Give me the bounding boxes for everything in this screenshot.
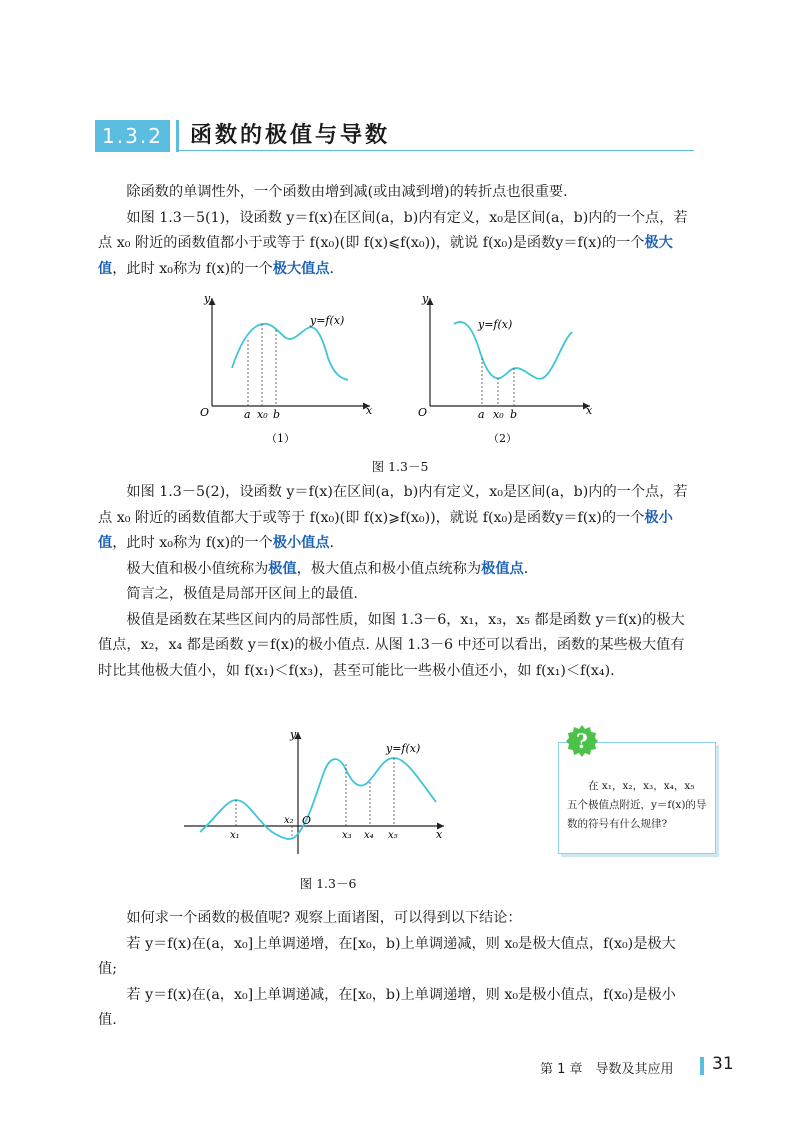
tick-b: b bbox=[510, 408, 518, 421]
function-label: y=f(x) bbox=[478, 318, 513, 331]
keyword-local-min: 极小值 bbox=[98, 509, 673, 551]
text-span: . bbox=[329, 260, 335, 277]
intro-text bbox=[98, 180, 694, 282]
conclusion-text bbox=[98, 906, 694, 1034]
text-span: ，极大值点和极小值点统称为 bbox=[296, 560, 482, 577]
subfigure-2-label: （2） bbox=[488, 432, 517, 445]
origin-label: O bbox=[418, 406, 428, 419]
footer-divider bbox=[700, 1057, 704, 1075]
text-span: . bbox=[329, 535, 335, 551]
x-label: x bbox=[586, 404, 593, 417]
function-label: y=f(x) bbox=[310, 314, 345, 327]
paragraph-1: 除函数的单调性外，一个函数由增到减(或由减到增)的转折点也很重要. bbox=[126, 184, 568, 200]
keyword-local-max-point: 极大值点 bbox=[272, 260, 330, 277]
keyword-local-max: 极大值 bbox=[98, 235, 673, 277]
x-label: x bbox=[366, 404, 373, 417]
tick-x0: x₀ bbox=[493, 408, 504, 421]
keyword-extremum-point: 极值点 bbox=[481, 560, 524, 577]
paragraph-4 bbox=[98, 557, 694, 583]
text-span: ，此时 x₀称为 f(x)的一个 bbox=[112, 260, 273, 277]
x-label: x bbox=[436, 828, 443, 841]
side-note-box bbox=[558, 742, 716, 854]
heading-underline bbox=[176, 150, 694, 151]
y-label: y bbox=[204, 292, 211, 305]
tick-a: a bbox=[244, 408, 251, 421]
tick-x4: x₄ bbox=[364, 830, 374, 841]
page-number: 31 bbox=[712, 1054, 734, 1074]
text-span: 极大值和极小值统称为 bbox=[126, 560, 269, 577]
tick-x1: x₁ bbox=[230, 830, 240, 841]
keyword-extremum: 极值 bbox=[268, 560, 297, 577]
curve-2 bbox=[454, 322, 572, 379]
curve-1 bbox=[232, 324, 348, 380]
figure-1-3-5-caption: 图 1.3－5 bbox=[371, 459, 429, 474]
subfigure-1-label: （1） bbox=[266, 432, 295, 445]
paragraph-9: 若 y＝f(x)在(a，x₀]上单调递减，在[x₀，b)上单调递增，则 x₀是极小值点，f(x₀)是极小值. bbox=[98, 986, 676, 1028]
graph-local-max bbox=[200, 292, 373, 445]
figure-1-3-6 bbox=[180, 724, 460, 864]
paragraph-5: 简言之，极值是局部开区间上的最值. bbox=[126, 586, 358, 602]
side-note-text: 在 x₁，x₂，x₃，x₄，x₅ 五个极值点附近，y＝f(x)的导数的符号有什么规律? bbox=[567, 780, 707, 830]
curve-3 bbox=[200, 758, 436, 839]
section-title: 函数的极值与导数 bbox=[190, 123, 391, 148]
paragraph-2 bbox=[98, 206, 694, 283]
y-label: y bbox=[290, 728, 297, 741]
keyword-local-min-point: 极小值点 bbox=[272, 535, 330, 551]
svg-text:?: ? bbox=[576, 729, 588, 753]
text-span: 如图 1.3－5(1)，设函数 y＝f(x)在区间(a，b)内有定义，x₀是区间(a，b)内的一个点，若点 x₀ 附近的函数值都小于或等于 f(x₀)(即 f(x)⩽f(x₀))，就说 f(x₀)是函数y＝f(x)的一个 bbox=[98, 209, 688, 251]
text-span: ，此时 x₀称为 f(x)的一个 bbox=[112, 535, 273, 551]
figure-1-3-5 bbox=[190, 288, 610, 458]
tick-x0: x₀ bbox=[257, 408, 268, 421]
paragraph-3 bbox=[98, 480, 694, 557]
y-label: y bbox=[422, 292, 429, 305]
tick-x2: x₂ bbox=[284, 815, 294, 826]
paragraph-6: 极值是函数在某些区间内的局部性质，如图 1.3－6，x₁，x₃，x₅ 都是函数 y＝f(x)的极大值点，x₂，x₄ 都是函数 y＝f(x)的极小值点. 从图 1.3－6 中还可以看出，函数的某些极大值有时比其他极大值小，如 f(x₁)＜f(x₃)，甚至可能比一些极小值还小，如 f(x₁)＜f(x₄). bbox=[98, 611, 685, 679]
heading-divider bbox=[176, 120, 179, 152]
origin-label: O bbox=[200, 406, 210, 419]
middle-text bbox=[98, 480, 694, 684]
text-span: . bbox=[523, 560, 529, 577]
tick-x3: x₃ bbox=[342, 830, 352, 841]
graph-local-min bbox=[418, 292, 593, 445]
chapter-footer: 第 1 章 导数及其应用 bbox=[540, 1062, 674, 1077]
section-number: 1.3.2 bbox=[95, 120, 170, 152]
tick-b: b bbox=[273, 408, 281, 421]
tick-x5: x₅ bbox=[388, 830, 398, 841]
tick-a: a bbox=[478, 408, 485, 421]
function-label: y=f(x) bbox=[386, 742, 421, 755]
question-badge-icon bbox=[565, 724, 599, 758]
paragraph-8: 若 y＝f(x)在(a，x₀]上单调递增，在[x₀，b)上单调递减，则 x₀是极大值点，f(x₀)是极大值; bbox=[98, 935, 676, 977]
origin-label: O bbox=[302, 814, 312, 827]
text-span: 如图 1.3－5(2)，设函数 y＝f(x)在区间(a，b)内有定义，x₀是区间(a，b)内的一个点，若点 x₀ 附近的函数值都大于或等于 f(x₀)(即 f(x)⩾f(x₀))，就说 f(x₀)是函数y＝f(x)的一个 bbox=[98, 484, 688, 526]
paragraph-7: 如何求一个函数的极值呢? 观察上面诸图，可以得到以下结论： bbox=[126, 910, 522, 926]
figure-1-3-6-caption: 图 1.3－6 bbox=[299, 876, 357, 891]
